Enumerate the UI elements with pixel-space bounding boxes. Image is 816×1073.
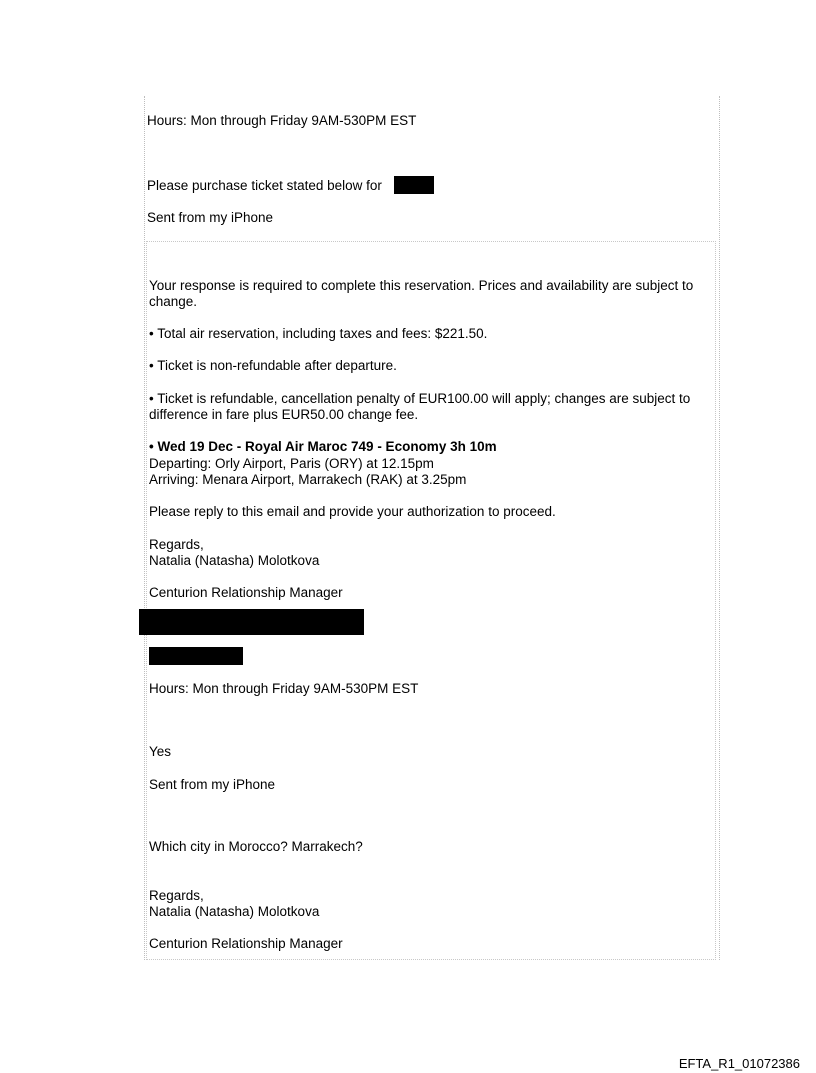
- city-question: Which city in Morocco? Marrakech?: [149, 839, 363, 854]
- signature-name: Natalia (Natasha) Molotkova: [149, 553, 320, 568]
- hours-text: Hours: Mon through Friday 9AM-530PM EST: [149, 681, 419, 696]
- redaction-bar: [394, 176, 434, 194]
- arriving-info: Arriving: Menara Airport, Marrakech (RAK) at 3.25pm: [149, 472, 467, 487]
- redaction-bar: [139, 609, 364, 635]
- regards-text: Regards,: [149, 537, 204, 552]
- departing-info: Departing: Orly Airport, Paris (ORY) at 12.15pm: [149, 456, 434, 471]
- signature-role: Centurion Relationship Manager: [149, 936, 343, 951]
- bullet-nonrefundable: • Ticket is non-refundable after departure.: [149, 358, 397, 373]
- regards-text: Regards,: [149, 888, 204, 903]
- document-id: EFTA_R1_01072386: [678, 1056, 800, 1071]
- reservation-intro: Your response is required to complete this reservation. Prices and availability are subject to change.: [149, 278, 694, 309]
- bullet-refundable: • Ticket is refundable, cancellation penalty of EUR100.00 will apply; changes are subject to difference in fare plus EUR50.00 change fee.: [149, 391, 691, 422]
- reply-request: Please reply to this email and provide your authorization to proceed.: [149, 504, 556, 519]
- redaction-bar: [149, 647, 243, 665]
- sent-from-iphone: Sent from my iPhone: [147, 210, 274, 225]
- signature-name: Natalia (Natasha) Molotkova: [149, 904, 320, 919]
- flight-title: • Wed 19 Dec - Royal Air Maroc 749 - Economy 3h 10m: [149, 439, 497, 454]
- reply-yes: Yes: [149, 744, 172, 759]
- hours-text: Hours: Mon through Friday 9AM-530PM EST: [147, 113, 417, 128]
- signature-role: Centurion Relationship Manager: [149, 585, 343, 600]
- bullet-total-price: • Total air reservation, including taxes and fees: $221.50.: [149, 326, 488, 341]
- sent-from-iphone: Sent from my iPhone: [149, 777, 276, 792]
- purchase-request-text: Please purchase ticket stated below for: [147, 178, 382, 193]
